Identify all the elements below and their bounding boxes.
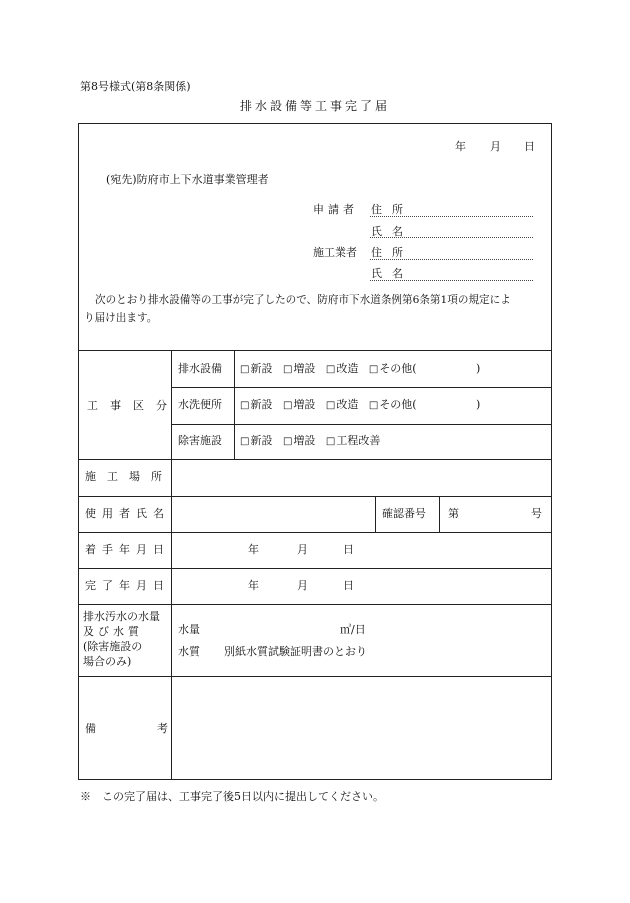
start-date-day: 日: [343, 543, 354, 556]
completion-date-day: 日: [343, 579, 354, 592]
confirm-number-label: 確認番号: [382, 507, 426, 520]
applicant-name-label: 氏名: [371, 225, 413, 238]
wastewater-label-1: 排水汚水の水量: [83, 610, 160, 623]
row-line-6: [78, 568, 552, 569]
abatement-options: [240, 435, 380, 447]
remarks-label-left: 備: [85, 722, 96, 735]
applicant-label: 申請者: [313, 203, 358, 216]
remarks-label-right: 考: [157, 722, 168, 735]
contractor-label: 施工業者: [313, 246, 357, 259]
construction-site-label: 施工場所: [85, 470, 173, 483]
wastewater-label-3: (除害施設の: [83, 640, 143, 653]
abatement-label: 除害施設: [178, 434, 222, 447]
date-year: 年: [455, 140, 466, 153]
drainage-modify-checkbox[interactable]: □改造: [325, 362, 359, 375]
contractor-name-label: 氏名: [371, 267, 413, 280]
start-date-year: 年: [248, 543, 259, 556]
statement-line-2: り届け出ます。: [84, 312, 158, 324]
abatement-new-checkbox[interactable]: □新設: [240, 434, 273, 447]
statement-line-1: 次のとおり排水設備等の工事が完了したので、防府市下水道条例第6条第1項の規定によ: [95, 294, 511, 306]
drainage-options: [240, 363, 417, 375]
volume-unit: ㎥/日: [340, 623, 366, 636]
drainage-new-checkbox[interactable]: □新設: [240, 362, 273, 375]
confirm-right-line: [439, 496, 440, 532]
quality-value: 別紙水質試験証明書のとおり: [224, 645, 367, 658]
footnote: ※ この完了届は、工事完了後5日以内に提出してください。: [80, 790, 384, 803]
toilet-add-checkbox[interactable]: □増設: [282, 398, 316, 411]
contractor-address-line[interactable]: [370, 259, 533, 260]
row-line-1: [171, 387, 552, 388]
start-date-month: 月: [297, 543, 308, 556]
contractor-name-line[interactable]: [370, 280, 533, 281]
drainage-other-close: ): [476, 362, 481, 375]
row-line-2: [171, 424, 552, 425]
construction-site-field[interactable]: [172, 460, 551, 495]
confirm-left-line: [375, 496, 376, 532]
applicant-address-label: 住所: [371, 203, 413, 216]
completion-date-year: 年: [248, 579, 259, 592]
completion-date-month: 月: [297, 579, 308, 592]
applicant-name-line[interactable]: [370, 237, 533, 238]
user-name-label: 使用者氏名: [85, 507, 170, 520]
applicant-address-line[interactable]: [370, 216, 533, 217]
completion-date-label: 完了年月日: [85, 579, 170, 592]
toilet-label: 水洗便所: [178, 398, 222, 411]
toilet-modify-checkbox[interactable]: □改造: [325, 398, 359, 411]
wastewater-label-2: 及び水質: [83, 625, 143, 638]
table-top-line: [78, 350, 552, 351]
abatement-process-checkbox[interactable]: □工程改善: [325, 434, 381, 447]
drainage-add-checkbox[interactable]: □増設: [282, 362, 316, 375]
wastewater-label-4: 場合のみ): [83, 655, 132, 668]
start-date-label: 着手年月日: [85, 543, 170, 556]
abatement-add-checkbox[interactable]: □増設: [282, 434, 316, 447]
date-month: 月: [490, 140, 501, 153]
user-name-field[interactable]: [172, 497, 374, 531]
row-line-7: [78, 604, 552, 605]
form-title: 排水設備等工事完了届: [239, 99, 390, 113]
remarks-field[interactable]: [172, 677, 551, 779]
contractor-address-label: 住所: [371, 246, 413, 259]
sublabel-column-line: [234, 350, 235, 459]
row-line-5: [78, 532, 552, 533]
toilet-other-checkbox[interactable]: □その他(: [368, 398, 417, 411]
toilet-other-close: ): [476, 398, 481, 411]
drainage-label: 排水設備: [178, 362, 222, 375]
toilet-options: [240, 399, 417, 411]
confirm-suffix: 号: [531, 507, 542, 520]
addressee: (宛先)防府市上下水道事業管理者: [106, 173, 269, 186]
toilet-new-checkbox[interactable]: □新設: [240, 398, 273, 411]
volume-label: 水量: [178, 623, 200, 636]
date-day: 日: [524, 140, 535, 153]
work-category-label: 工事区分: [87, 399, 179, 412]
confirm-prefix: 第: [448, 507, 459, 520]
form-number: 第8号様式(第8条関係): [80, 80, 191, 93]
drainage-other-checkbox[interactable]: □その他(: [368, 362, 417, 375]
quality-label: 水質: [178, 645, 200, 658]
